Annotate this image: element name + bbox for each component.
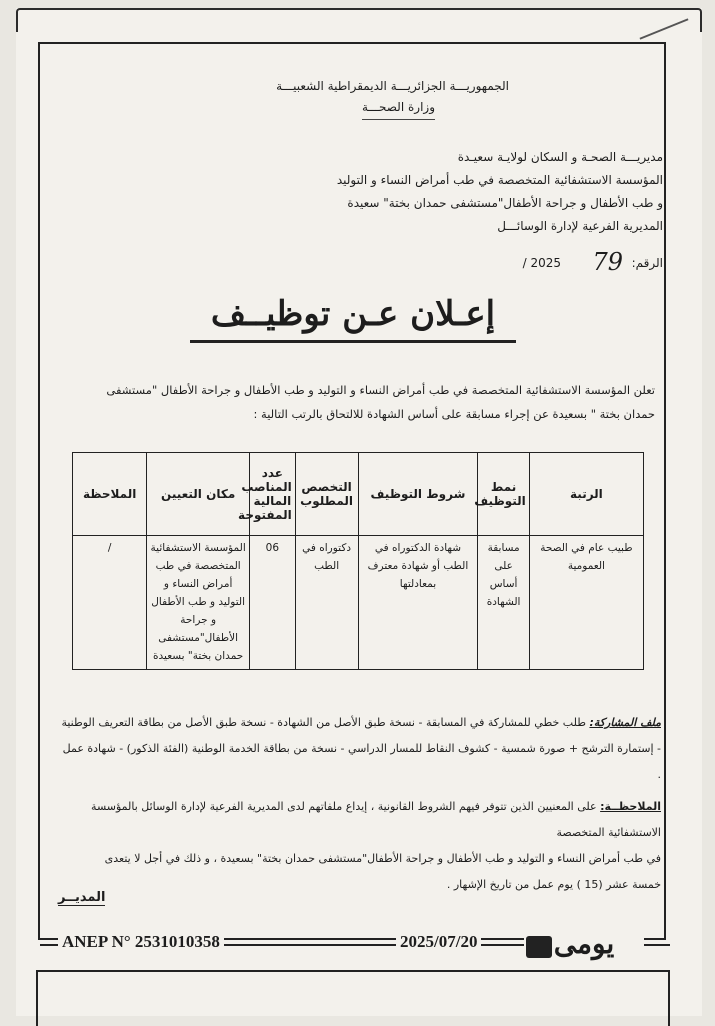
table-header-row xyxy=(73,453,644,536)
ministry-name: وزارة الصحـــة xyxy=(362,97,435,120)
header-rank: الرتبة xyxy=(529,453,643,536)
note-line-2: في طب أمراض النساء و التوليد و طب الأطفال و جراحة الأطفال"مستشفى حمدان بختة" بسعيدة ، و ذلك في أجل لا يتعدى xyxy=(104,852,661,865)
reference-value: 79 xyxy=(592,248,623,276)
newspaper-logo xyxy=(524,924,644,966)
note-label: الملاحظــة: xyxy=(600,800,661,813)
application-file-section xyxy=(61,710,661,788)
next-announcement-edge xyxy=(36,970,670,1026)
reference-number xyxy=(243,248,663,278)
cell-assignment-place: المؤسسة الاستشفائية المتخصصة في طب أمراض النساء و التوليد و طب الأطفال و جراحة الأطفال"مستشفى حمدان بختة" بسعيدة xyxy=(147,536,250,670)
administration-block xyxy=(243,146,663,238)
table-row xyxy=(73,536,644,670)
cell-positions-count: 06 xyxy=(250,536,296,670)
dossier-line-1: طلب خطي للمشاركة في المسابقة - نسخة طبق الأصل من الشهادة - نسخة طبق الأصل من بطاقة التعريف الوطنية xyxy=(61,716,586,729)
cell-conditions: شهادة الدكتوراه في الطب أو شهادة معترف بمعادلتها xyxy=(358,536,478,670)
intro-paragraph: تعلن المؤسسة الاستشفائية المتخصصة في طب أمراض النساء و التوليد و طب الأطفال و جراحة الأطفال "مستشفى حمدان بختة " بسعيدة عن إجراء مسابقة على أساس الشهادة للالتحاق بالرتب التالية : xyxy=(106,383,655,421)
page-title: إعـلان عـن توظيــف xyxy=(190,292,516,343)
cell-specialty: دكتوراه في الطب xyxy=(295,536,358,670)
header-positions-count: عدد المناصب المالية المفتوحة xyxy=(250,453,296,536)
letterhead xyxy=(209,76,509,120)
pencil-mark xyxy=(640,18,689,39)
anep-number: ANEP N° 2531010358 xyxy=(58,932,224,952)
publication-date: 2025/07/20 xyxy=(396,932,481,952)
newspaper-logo-text: يومى xyxy=(553,927,615,960)
note-section xyxy=(61,794,661,898)
cell-notes: / xyxy=(73,536,147,670)
institution-line-2: و طب الأطفال و جراحة الأطفال"مستشفى حمدان بختة" سعيدة xyxy=(347,196,663,210)
header-recruitment-mode: نمط التوظيف xyxy=(478,453,529,536)
dossier-label: ملف المشاركة: xyxy=(589,716,661,729)
logo-box-icon xyxy=(526,936,552,958)
cell-rank: طبيب عام في الصحة العمومية xyxy=(529,536,643,670)
header-specialty: التخصص المطلوب xyxy=(295,453,358,536)
note-line-1: على المعنيين الذين تتوفر فيهم الشروط القانونية ، إيداع ملفاتهم لدى المديرية الفرعية لإدارة الوسائل بالمؤسسة الاستشفائية المتخصصة xyxy=(91,800,661,839)
header-notes: الملاحظة xyxy=(73,453,147,536)
header-assignment-place: مكان التعيين xyxy=(147,453,250,536)
header-conditions: شروط التوظيف xyxy=(358,453,478,536)
subdirectorate-line: المديرية الفرعية لإدارة الوسائـــل xyxy=(497,219,663,233)
directorate-line: مديريـــة الصحـة و السكان لولايـة سعيـدة xyxy=(457,150,663,164)
note-line-3: خمسة عشر (15 ) يوم عمل من تاريخ الإشهار . xyxy=(446,878,661,891)
reference-label: الرقم: xyxy=(631,256,663,270)
reference-year: 2025 / xyxy=(522,256,561,270)
publication-footer xyxy=(40,927,670,960)
dossier-line-2: - إستمارة الترشح + صورة شمسية - كشوف النقاط للمسار الدراسي - نسخة من بطاقة الخدمة الوطنية (الفئة الذكور) - شهادة عمل . xyxy=(62,742,661,781)
director-signature: المديــر xyxy=(58,890,106,905)
republic-name: الجمهوريـــة الجزائريـــة الديمقراطية الشعبيـــة xyxy=(276,79,509,93)
cell-recruitment-mode: مسابقة على أساس الشهادة xyxy=(478,536,529,670)
institution-line: المؤسسة الاستشفائية المتخصصة في طب أمراض النساء و التوليد xyxy=(336,173,663,187)
positions-table xyxy=(72,452,644,670)
